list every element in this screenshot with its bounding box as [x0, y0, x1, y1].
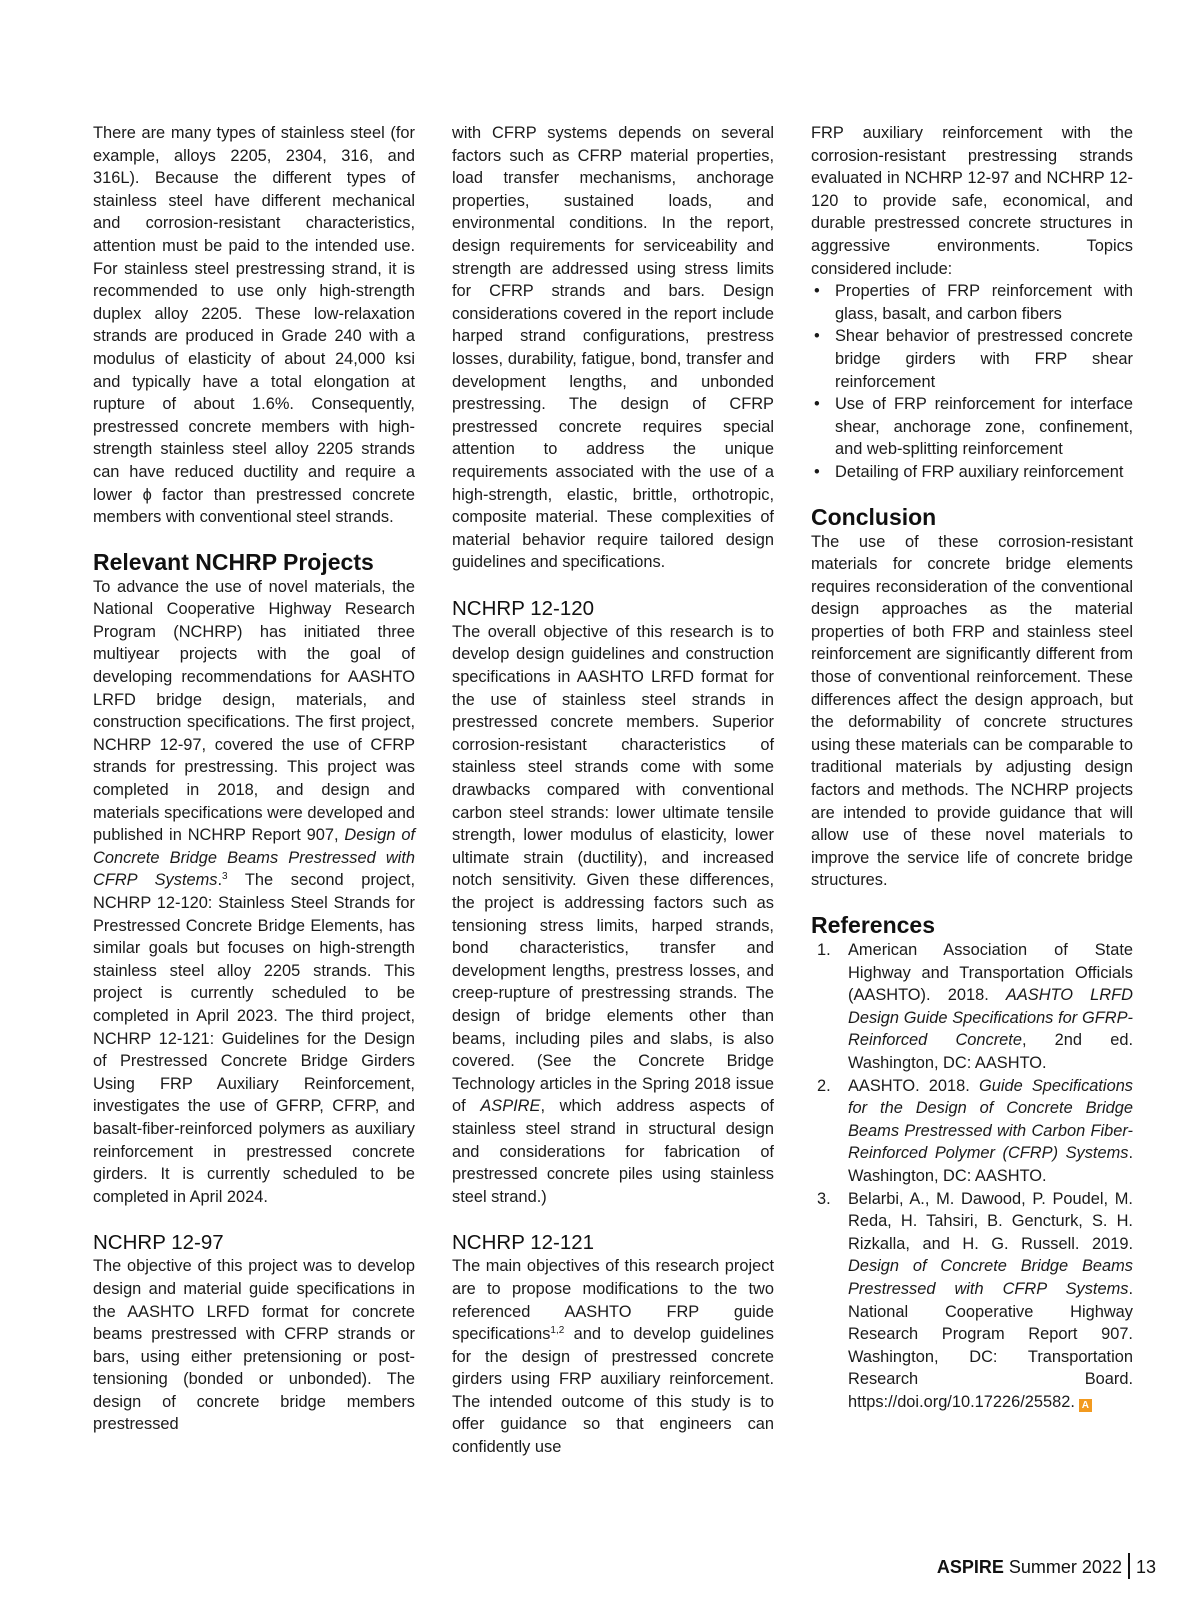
frp-continuation-paragraph: FRP auxiliary reinforcement with the corrosion-resistant prestressing strands evaluated in NCHRP 12-97 and NCHRP 12-120 to provide safe, economical, and durable prestressed concrete structures in aggressive environments. Topics considered include:	[811, 124, 1133, 278]
reference-number: 2.	[817, 1076, 831, 1095]
nchrp-12-121-paragraph: The main objectives of this research project are to propose modifications to the two referenced AASHTO FRP guide specifications$^{1,2}$ and to develop guidelines for the design of prestressed concrete girders using FRP auxiliary reinforcement. The intended outcome of this study is to offer guidance so that engineers can confidently use	[452, 1257, 774, 1457]
reference-number: 1.	[817, 941, 831, 959]
reference-item: 2. AASHTO. 2018. Guide Specifications for the Design of Concrete Bridge Beams Prestressed with Carbon Fiber-Reinforced Polymer (CFRP) Systems. Washington, DC: AASHTO.	[817, 1076, 1134, 1185]
issue-label: Summer 2022	[1008, 1557, 1122, 1577]
reference-title-italic: Guide Specifications for the Design of Concrete Bridge Beams Prestressed with Carbon Fiber-Reinforced Polymer (CFRP) Systems	[848, 1076, 1134, 1163]
section-heading-conclusion: Conclusion	[811, 503, 937, 530]
reference-item: 3. Belarbi, A., M. Dawood, P. Poudel, M. Reda, H. Tahsiri, B. Gencturk, S. H. Rizkalla, and H. G. Russell. 2019. Design of Concrete Bridge Beams Prestressed with CFRP Systems. National Cooperative Highway Research Program Report 907. Washington, DC: Transportation Research Board. https://doi.org/10.17226/25582. A	[817, 1189, 1133, 1411]
aspire-italic: ASPIRE	[480, 1097, 541, 1116]
section-heading-nchrp-12-120: NCHRP 12-120	[452, 596, 595, 620]
column-1	[93, 122, 415, 1436]
column-2	[452, 122, 774, 1459]
conclusion-paragraph: The use of these corrosion-resistant materials for concrete bridge elements requires reconsideration of the conventional design approaches as the material properties of both FRP and stainless steel reinforcement are significantly different from those of conventional reinforcement. These differences affect the design approach, but the deformability of concrete structures using these materials can be comparable to traditional materials by adjusting design factors and methods. The NCHRP projects are intended to provide guidance that will allow use of these novel materials to improve the service life of concrete bridge structures.	[811, 532, 1133, 890]
references-list	[811, 939, 1133, 1413]
report-title-italic: Design of Concrete Bridge Beams Prestressed with CFRP Systems	[93, 826, 415, 890]
list-item: • Shear behavior of prestressed concrete bridge girders with FRP shear reinforcement	[811, 325, 1133, 393]
stainless-steel-paragraph: There are many types of stainless steel (for example, alloys 2205, 2304, 316, and 316L). Because the different types of stainless steel have different mechanical and corrosion-resistant characteristics, attention must be paid to the intended use. For stainless steel prestressing strand, it is recommended to use only high-strength duplex alloy 2205. These low-relaxation strands are produced in Grade 240 with a modulus of elasticity of about 24,000 ksi and typically have a total elongation at rupture of about 1.6%. Consequently, prestressed concrete members with high-strength stainless steel alloy 2205 strands can have reduced ductility and require a lower ϕ factor than prestressed concrete members with conventional steel strands.	[93, 124, 415, 527]
list-item: • Properties of FRP reinforcement with glass, basalt, and carbon fibers	[811, 280, 1133, 325]
reference-title-italic: AASHTO LRFD Design Guide Specifications for GFRP-Reinforced Concrete	[848, 986, 1133, 1050]
reference-title-italic: Design of Concrete Bridge Beams Prestressed with CFRP Systems	[848, 1257, 1133, 1298]
list-item: • Use of FRP reinforcement for interface shear, anchorage zone, confinement, and web-splitting reinforcement	[811, 393, 1133, 461]
section-heading-nchrp-12-97: NCHRP 12-97	[93, 1231, 224, 1255]
nchrp-12-97-paragraph: The objective of this project was to develop design and material guide specifications in the AASHTO LRFD format for concrete beams prestressed with CFRP strands or bars, using either pretensioning or post-tensioning (bonded or unbonded). The design of concrete bridge members prestressed	[93, 1257, 415, 1434]
magazine-name: ASPIRE	[936, 1557, 1004, 1577]
nchrp-12-120-paragraph: The overall objective of this research is to develop design guidelines and construction specifications in AASHTO LRFD format for the use of stainless steel strands in prestressed concrete members. Superior corrosion-resistant characteristics of stainless steel strands come with some drawbacks compared with conventional carbon steel strands: lower ultimate tensile strength, lower modulus of elasticity, lower ultimate strain (ductility), and increased notch sensitivity. Given these differences, the project is addressing factors such as tensioning stress limits, harped strands, bond characteristics, transfer and development lengths, prestress losses, and creep-rupture of prestressing strands. The design of bridge elements other than beams, including piles and slabs, is also covered. (See the Concrete Bridge Technology articles in the Spring 2018 issue of ASPIRE, which address aspects of stainless steel strand in structural design and considerations for fabrication of prestressed concrete piles using stainless steel strand.)	[452, 622, 774, 1206]
topics-list	[811, 280, 1133, 483]
footer-divider	[1128, 1553, 1130, 1579]
aspire-end-mark-icon: A	[1079, 1399, 1092, 1412]
page-number: 13	[1135, 1557, 1156, 1577]
phi-symbol: ϕ	[142, 485, 152, 504]
reference-item: 1. American Association of State Highway and Transportation Officials (AASHTO). 2018. AASHTO LRFD Design Guide Specifications for GFRP-Reinforced Concrete, 2nd ed. Washington, DC: AASHTO.	[817, 941, 1133, 1072]
citation-superscript: 1,2	[550, 1325, 565, 1337]
citation-superscript: 3	[222, 871, 228, 883]
reference-number: 3.	[817, 1189, 831, 1208]
section-heading-nchrp-12-121: NCHRP 12-121	[452, 1231, 595, 1255]
section-heading-relevant-nchrp-projects: Relevant NCHRP Projects	[93, 548, 374, 575]
relevant-projects-paragraph: To advance the use of novel materials, the National Cooperative Highway Research Program (NCHRP) has initiated three multiyear projects with the goal of developing recommendations for AASHTO LRFD bridge design, materials, and construction specifications. The first project, NCHRP 12-97, covered the use of CFRP strands for prestressing. This project was completed in 2018, and design and materials specifications were developed and published in NCHRP Report 907, Design of Concrete Bridge Beams Prestressed with CFRP Systems.$^3$ The second project, NCHRP 12-120: Stainless Steel Strands for Prestressed Concrete Bridge Elements, has similar goals but focuses on high-strength stainless steel alloy 2205 strands. This project is currently scheduled to be completed in April 2023. The third project, NCHRP 12-121: Guidelines for the Design of Prestressed Concrete Bridge Girders Using FRP Auxiliary Reinforcement, investigates the use of GFRP, CFRP, and basalt-fiber-reinforced polymers as auxiliary reinforcement in prestressed concrete girders. It is currently scheduled to be completed in April 2024.	[93, 577, 415, 1206]
column-3	[811, 122, 1133, 1413]
page-footer	[937, 1553, 1156, 1579]
section-heading-references: References	[811, 912, 936, 938]
cfrp-continuation-paragraph: with CFRP systems depends on several factors such as CFRP material properties, load transfer mechanisms, anchorage properties, sustained loads, and environmental conditions. In the report, design requirements for serviceability and strength are addressed using stress limits for CFRP strands and bars. Design considerations covered in the report include harped strand configurations, prestress losses, durability, fatigue, bond, transfer and development lengths, and unbonded prestressing. The design of CFRP prestressed concrete requires special attention to address the unique requirements associated with the use of a high-strength, elastic, brittle, orthotropic, composite material. These complexities of material behavior require tailored design guidelines and specifications.	[452, 124, 774, 572]
list-item: • Detailing of FRP auxiliary reinforcement	[811, 461, 1133, 484]
